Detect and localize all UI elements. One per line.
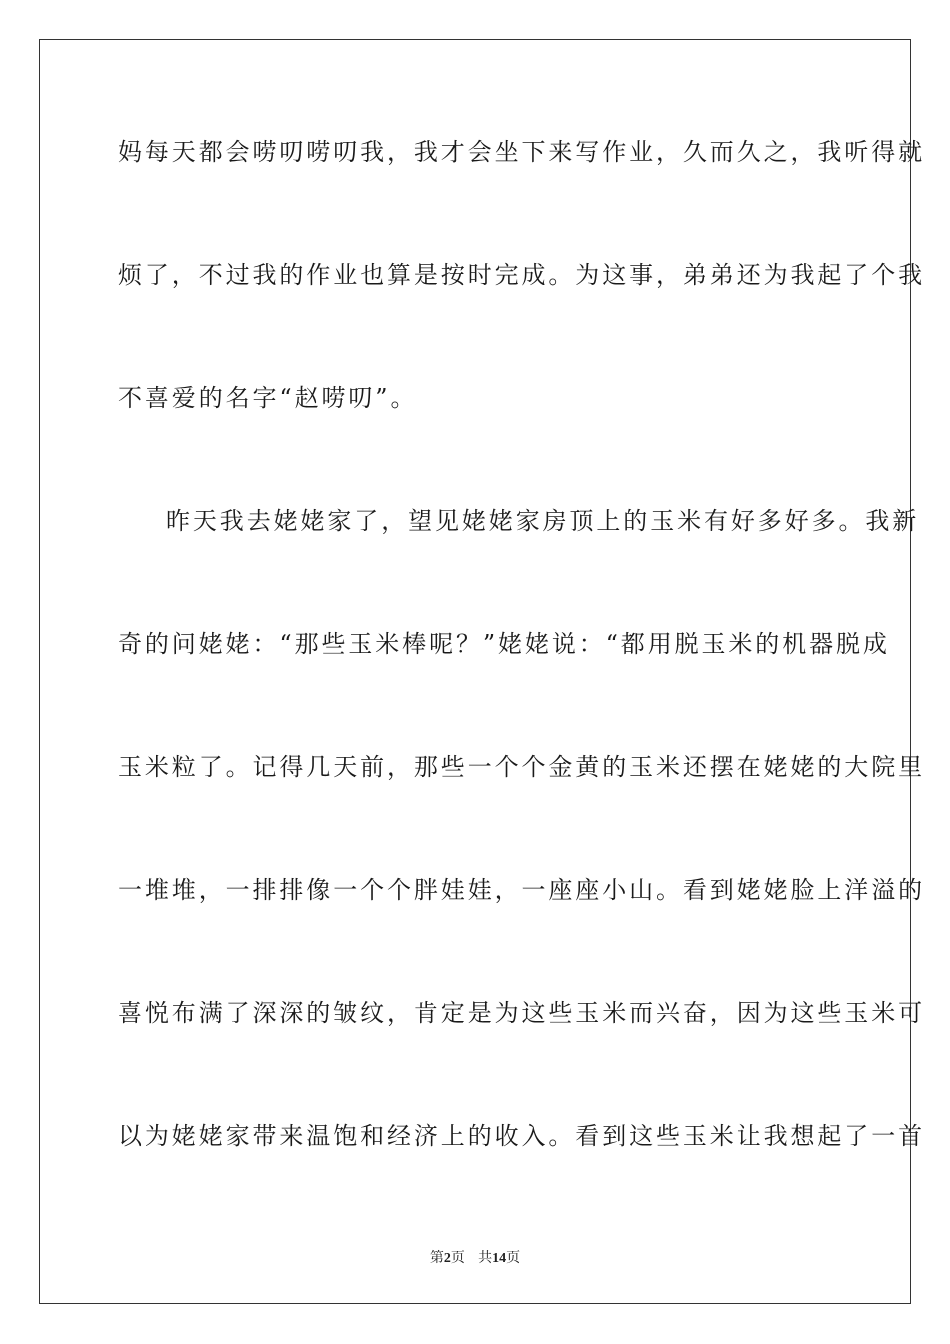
paragraph-line: 烦了，不过我的作业也算是按时完成。为这事，弟弟还为我起了个我 [118, 261, 925, 289]
paragraph-line: 妈每天都会唠叨唠叨我，我才会坐下来写作业，久而久之，我听得就 [118, 138, 925, 166]
page-prefix: 第 [429, 1250, 444, 1266]
total-suffix: 页 [506, 1250, 521, 1266]
paragraph-line: 玉米粒了。记得几天前，那些一个个金黄的玉米还摆在姥姥的大院里 [118, 753, 925, 781]
page-footer [0, 1248, 950, 1269]
paragraph-line: 奇的问姥姥：“那些玉米棒呢？”姥姥说：“都用脱玉米的机器脱成 [118, 630, 890, 658]
paragraph-line: 以为姥姥家带来温饱和经济上的收入。看到这些玉米让我想起了一首 [118, 1122, 925, 1150]
paragraph-line: 不喜爱的名字“赵唠叨”。 [118, 384, 418, 412]
paragraph-line: 一堆堆，一排排像一个个胖娃娃，一座座小山。看到姥姥脸上洋溢的 [118, 876, 925, 904]
page-border [39, 39, 925, 1304]
page-number: 2 [443, 1251, 451, 1266]
paragraph-line: 喜悦布满了深深的皱纹，肯定是为这些玉米而兴奋，因为这些玉米可 [118, 999, 925, 1027]
total-pages: 14 [492, 1251, 507, 1266]
page-suffix: 页 [450, 1250, 465, 1266]
total-prefix: 共 [478, 1250, 493, 1266]
paragraph-line-indented: 昨天我去姥姥家了，望见姥姥家房顶上的玉米有好多好多。我新 [166, 507, 920, 535]
